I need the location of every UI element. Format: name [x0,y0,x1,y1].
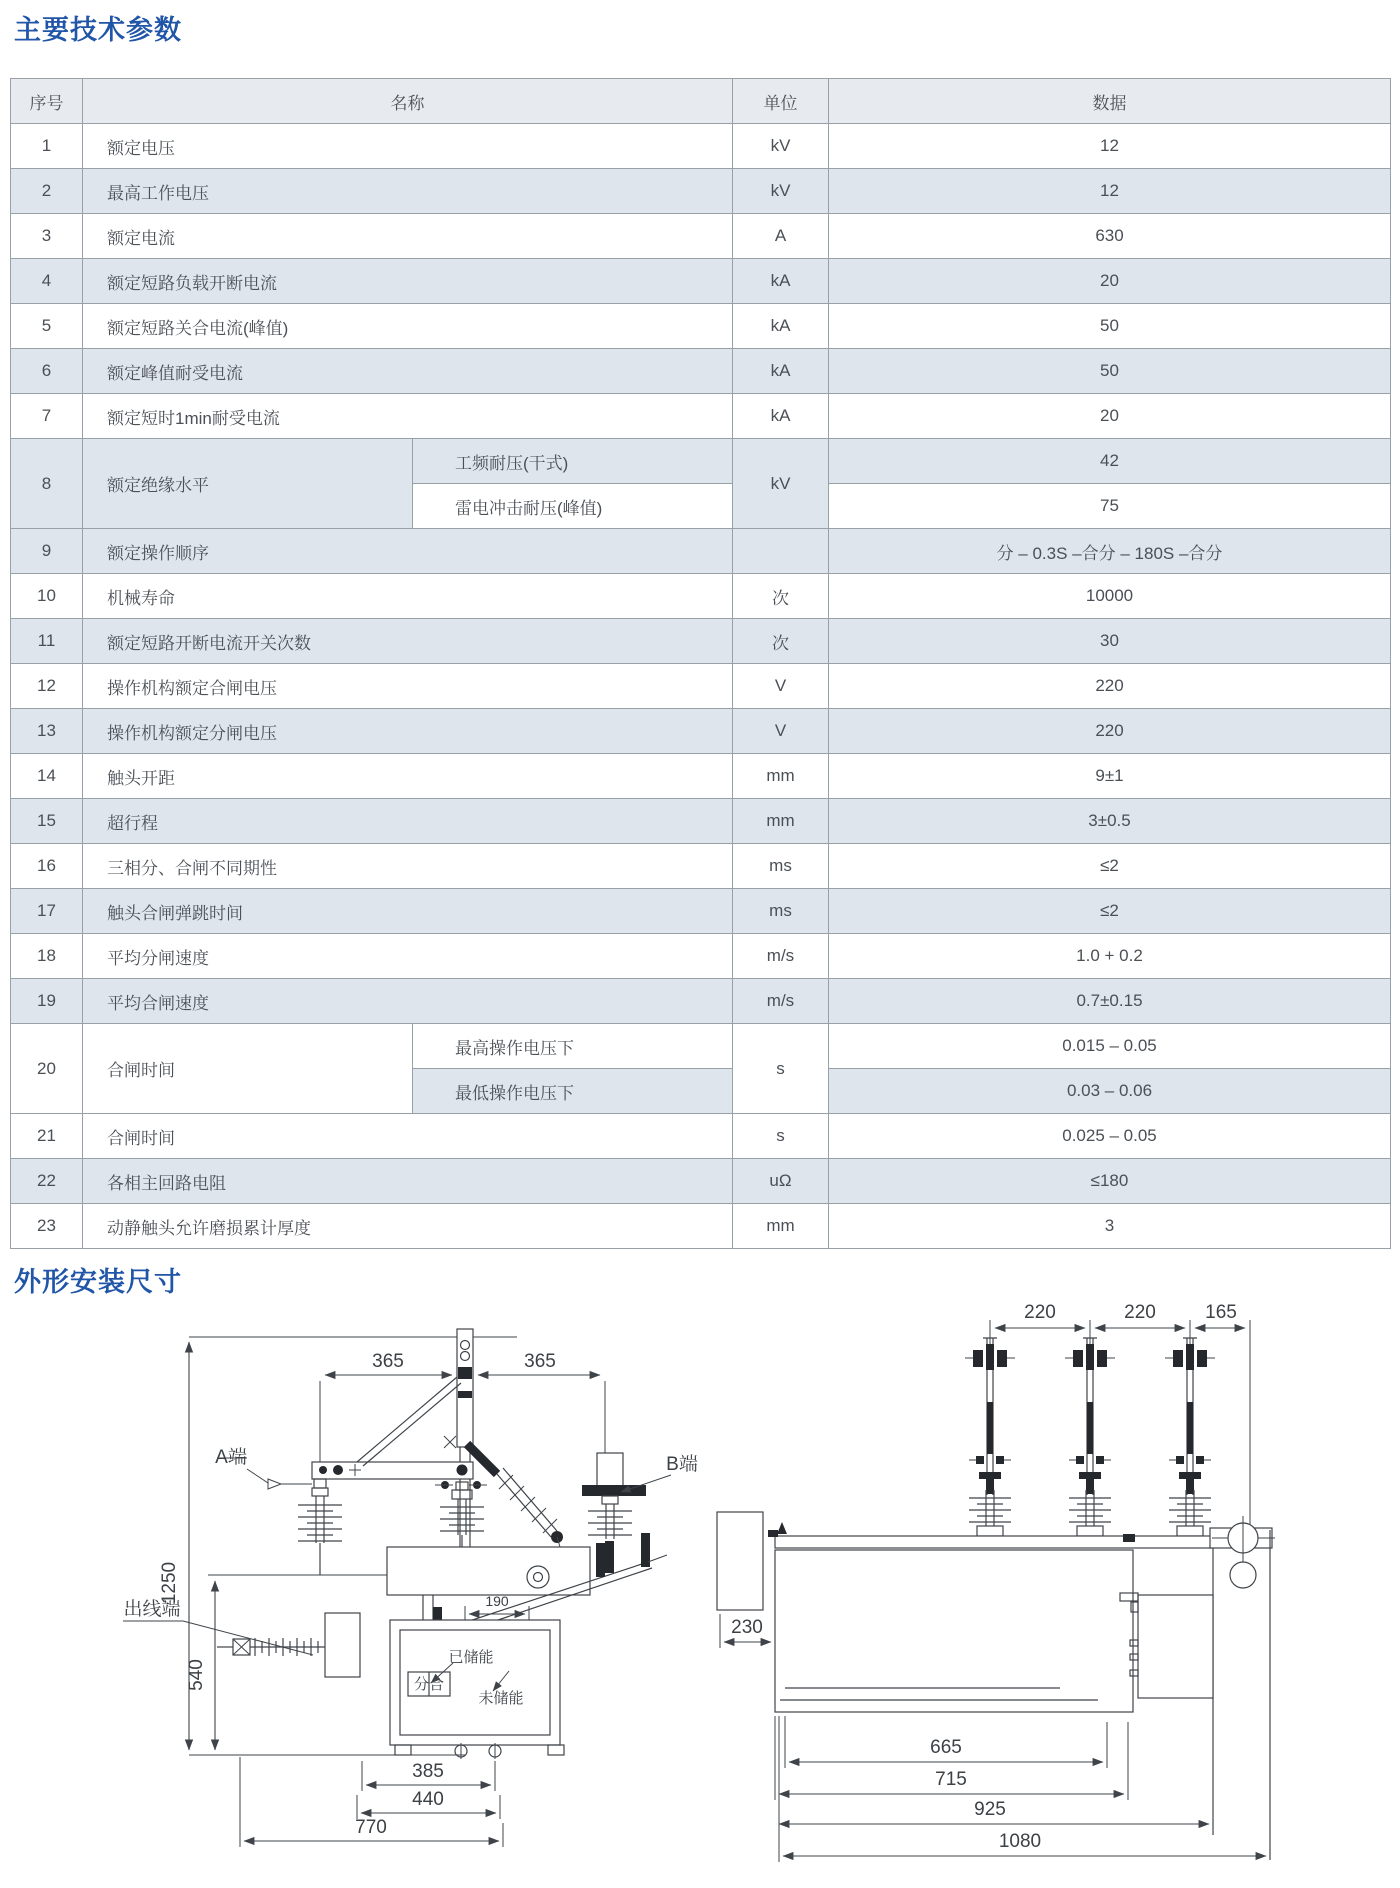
dim-230: 230 [731,1617,763,1638]
cell-unit: 次 [733,574,829,619]
front-view-drawing [105,1325,725,1886]
cell-name: 平均合闸速度 [83,979,733,1024]
cell-data: 20 [829,259,1391,304]
cell-unit: kA [733,259,829,304]
cell-name: 额定电流 [83,214,733,259]
table-row [11,844,1391,889]
cell-unit: kV [733,439,829,529]
parameters-table [10,78,1391,1249]
cell-name: 额定短路开断电流开关次数 [83,619,733,664]
cell-name: 额定短时1min耐受电流 [83,394,733,439]
tank-body [775,1550,1133,1712]
cell-name: 触头开距 [83,754,733,799]
cell-data: 0.03 – 0.06 [829,1069,1391,1114]
table-row-split [11,439,1391,484]
cell-index: 16 [11,844,83,889]
cell-name: 额定操作顺序 [83,529,733,574]
cell-name: 额定短路负载开断电流 [83,259,733,304]
cell-unit: uΩ [733,1159,829,1204]
cell-data: 0.015 – 0.05 [829,1024,1391,1069]
dim-540: 540 [186,1659,207,1691]
cell-index: 21 [11,1114,83,1159]
table-row [11,979,1391,1024]
cell-index: 2 [11,169,83,214]
cell-data: 20 [829,394,1391,439]
table-row [11,754,1391,799]
section-title-dimensions: 外形安装尺寸 [14,1267,182,1297]
cell-unit: V [733,709,829,754]
table-row [11,664,1391,709]
cell-data: 630 [829,214,1391,259]
cell-index: 13 [11,709,83,754]
cell-unit: m/s [733,934,829,979]
cell-name: 各相主回路电阻 [83,1159,733,1204]
cell-data: 0.7±0.15 [829,979,1391,1024]
cell-subname: 雷电冲击耐压(峰值) [413,484,733,529]
cell-index: 6 [11,349,83,394]
table-row [11,394,1391,439]
cell-unit [733,529,829,574]
table-row [11,1204,1391,1249]
terminal-b-text: B端 [666,1454,698,1475]
cell-index: 18 [11,934,83,979]
cell-unit: kV [733,124,829,169]
span-right-dimension [478,1351,605,1465]
cell-name: 动静触头允许磨损累计厚度 [83,1204,733,1249]
cell-data: 50 [829,349,1391,394]
table-row [11,529,1391,574]
cell-name: 超行程 [83,799,733,844]
side-view-drawing [690,1290,1390,1887]
cell-index: 9 [11,529,83,574]
cell-unit: s [733,1114,829,1159]
header-data: 数据 [829,79,1391,124]
header-unit: 单位 [733,79,829,124]
cell-index: 3 [11,214,83,259]
cell-data: 75 [829,484,1391,529]
pole-assembly [965,1338,1015,1536]
cell-name: 最高工作电压 [83,169,733,214]
cell-data: 220 [829,664,1391,709]
phase-a-insulator [298,1479,342,1575]
table-row [11,619,1391,664]
charged-label: 已储能 [448,1649,494,1666]
cell-index: 8 [11,439,83,529]
table-row [11,889,1391,934]
cell-index: 7 [11,394,83,439]
right-frame [1210,1516,1275,1860]
cell-unit: mm [733,799,829,844]
cell-unit: V [733,664,829,709]
cell-index: 4 [11,259,83,304]
terminal-b-assembly [582,1453,646,1573]
pole-spacing-dimensions [990,1302,1250,1530]
table-row [11,574,1391,619]
cell-unit: mm [733,1204,829,1249]
cell-index: 15 [11,799,83,844]
cell-name: 机械寿命 [83,574,733,619]
cell-data: 30 [829,619,1391,664]
cell-name: 额定电压 [83,124,733,169]
cell-unit: mm [733,754,829,799]
cell-data: ≤2 [829,844,1391,889]
cell-subname: 工频耐压(干式) [413,439,733,484]
outlet-label: 出线端 [123,1599,181,1620]
lever-dimension [465,1593,529,1621]
cell-data: 10000 [829,574,1391,619]
cell-data: 3±0.5 [829,799,1391,844]
table-row [11,1114,1391,1159]
cell-index: 23 [11,1204,83,1249]
cell-data: 9±1 [829,754,1391,799]
dim-220-a: 220 [1024,1302,1056,1323]
cell-index: 17 [11,889,83,934]
table-row-split [11,1024,1391,1069]
diagonal-insulator [444,1436,563,1547]
cell-name: 平均分闸速度 [83,934,733,979]
cell-unit: ms [733,889,829,934]
cell-index: 10 [11,574,83,619]
cell-unit: 次 [733,619,829,664]
side-mechanism-box [1120,1593,1213,1698]
switch-indicator: 分合 [413,1676,445,1693]
arrester-box [717,1512,763,1610]
table-row [11,349,1391,394]
dim-190: 190 [485,1593,509,1609]
outlet-bushing [123,1598,360,1677]
base-width-dimensions [775,1716,1266,1862]
dim-385: 385 [412,1761,444,1782]
center-pole [457,1329,473,1547]
dim-715: 715 [935,1769,967,1790]
dim-1250: 1250 [159,1561,180,1605]
dim-220-b: 220 [1124,1302,1156,1323]
cell-index: 20 [11,1024,83,1114]
table-row [11,259,1391,304]
table-row [11,934,1391,979]
cell-data: 12 [829,169,1391,214]
cell-unit: A [733,214,829,259]
table-row [11,799,1391,844]
cell-unit: kA [733,394,829,439]
cell-data: 1.0 + 0.2 [829,934,1391,979]
table-row [11,1159,1391,1204]
cell-index: 12 [11,664,83,709]
base-width-dimensions [240,1757,503,1847]
cell-unit: kA [733,349,829,394]
cell-data: 50 [829,304,1391,349]
cell-index: 11 [11,619,83,664]
cell-data: 3 [829,1204,1391,1249]
mechanism-cabinet [390,1620,564,1759]
cell-name: 触头合闸弹跳时间 [83,889,733,934]
bushing-support [387,1547,590,1620]
cell-name: 合闸时间 [83,1024,413,1114]
cell-name: 额定短路关合电流(峰值) [83,304,733,349]
dim-665: 665 [930,1737,962,1758]
table-row [11,214,1391,259]
terminal-a-label [215,1446,312,1489]
cell-index: 14 [11,754,83,799]
header-index: 序号 [11,79,83,124]
cell-data: 220 [829,709,1391,754]
cell-data: ≤180 [829,1159,1391,1204]
cell-name: 额定峰值耐受电流 [83,349,733,394]
cell-name: 三相分、合闸不同期性 [83,844,733,889]
phase-mid-insulator [435,1481,487,1547]
cell-index: 19 [11,979,83,1024]
dim-165: 165 [1205,1302,1237,1323]
crossarm [312,1377,473,1479]
cell-name: 合闸时间 [83,1114,733,1159]
cell-subname: 最高操作电压下 [413,1024,733,1069]
cell-unit: s [733,1024,829,1114]
cell-index: 1 [11,124,83,169]
table-row [11,169,1391,214]
cell-unit: kV [733,169,829,214]
dim-440: 440 [412,1789,444,1810]
dim-365-right: 365 [524,1351,556,1372]
cell-subname: 最低操作电压下 [413,1069,733,1114]
cell-name: 额定绝缘水平 [83,439,413,529]
table-header-row [11,79,1391,124]
section-title-parameters: 主要技术参数 [14,15,182,45]
header-name: 名称 [83,79,733,124]
dim-365-left: 365 [372,1351,404,1372]
table-row [11,124,1391,169]
cell-data: 0.025 – 0.05 [829,1114,1391,1159]
table-row [11,709,1391,754]
span-left-dimension [320,1351,452,1475]
terminal-a-text: A端 [215,1447,247,1468]
cell-data: 42 [829,439,1391,484]
dim-925: 925 [974,1799,1006,1820]
cell-index: 22 [11,1159,83,1204]
cell-unit: kA [733,304,829,349]
cell-data: ≤2 [829,889,1391,934]
dim-1080: 1080 [998,1831,1042,1852]
cell-index: 5 [11,304,83,349]
cell-unit: m/s [733,979,829,1024]
cell-data: 12 [829,124,1391,169]
pole-assembly [1065,1338,1115,1536]
cell-data: 分 – 0.3S –合分 – 180S –合分 [829,529,1391,574]
cell-name: 操作机构额定分闸电压 [83,709,733,754]
cell-unit: ms [733,844,829,889]
table-row [11,304,1391,349]
dim-770: 770 [355,1817,387,1838]
offset-dimension [720,1614,771,1648]
cell-name: 操作机构额定合闸电压 [83,664,733,709]
uncharged-label: 未储能 [478,1690,524,1707]
pole-assembly [1165,1338,1215,1536]
